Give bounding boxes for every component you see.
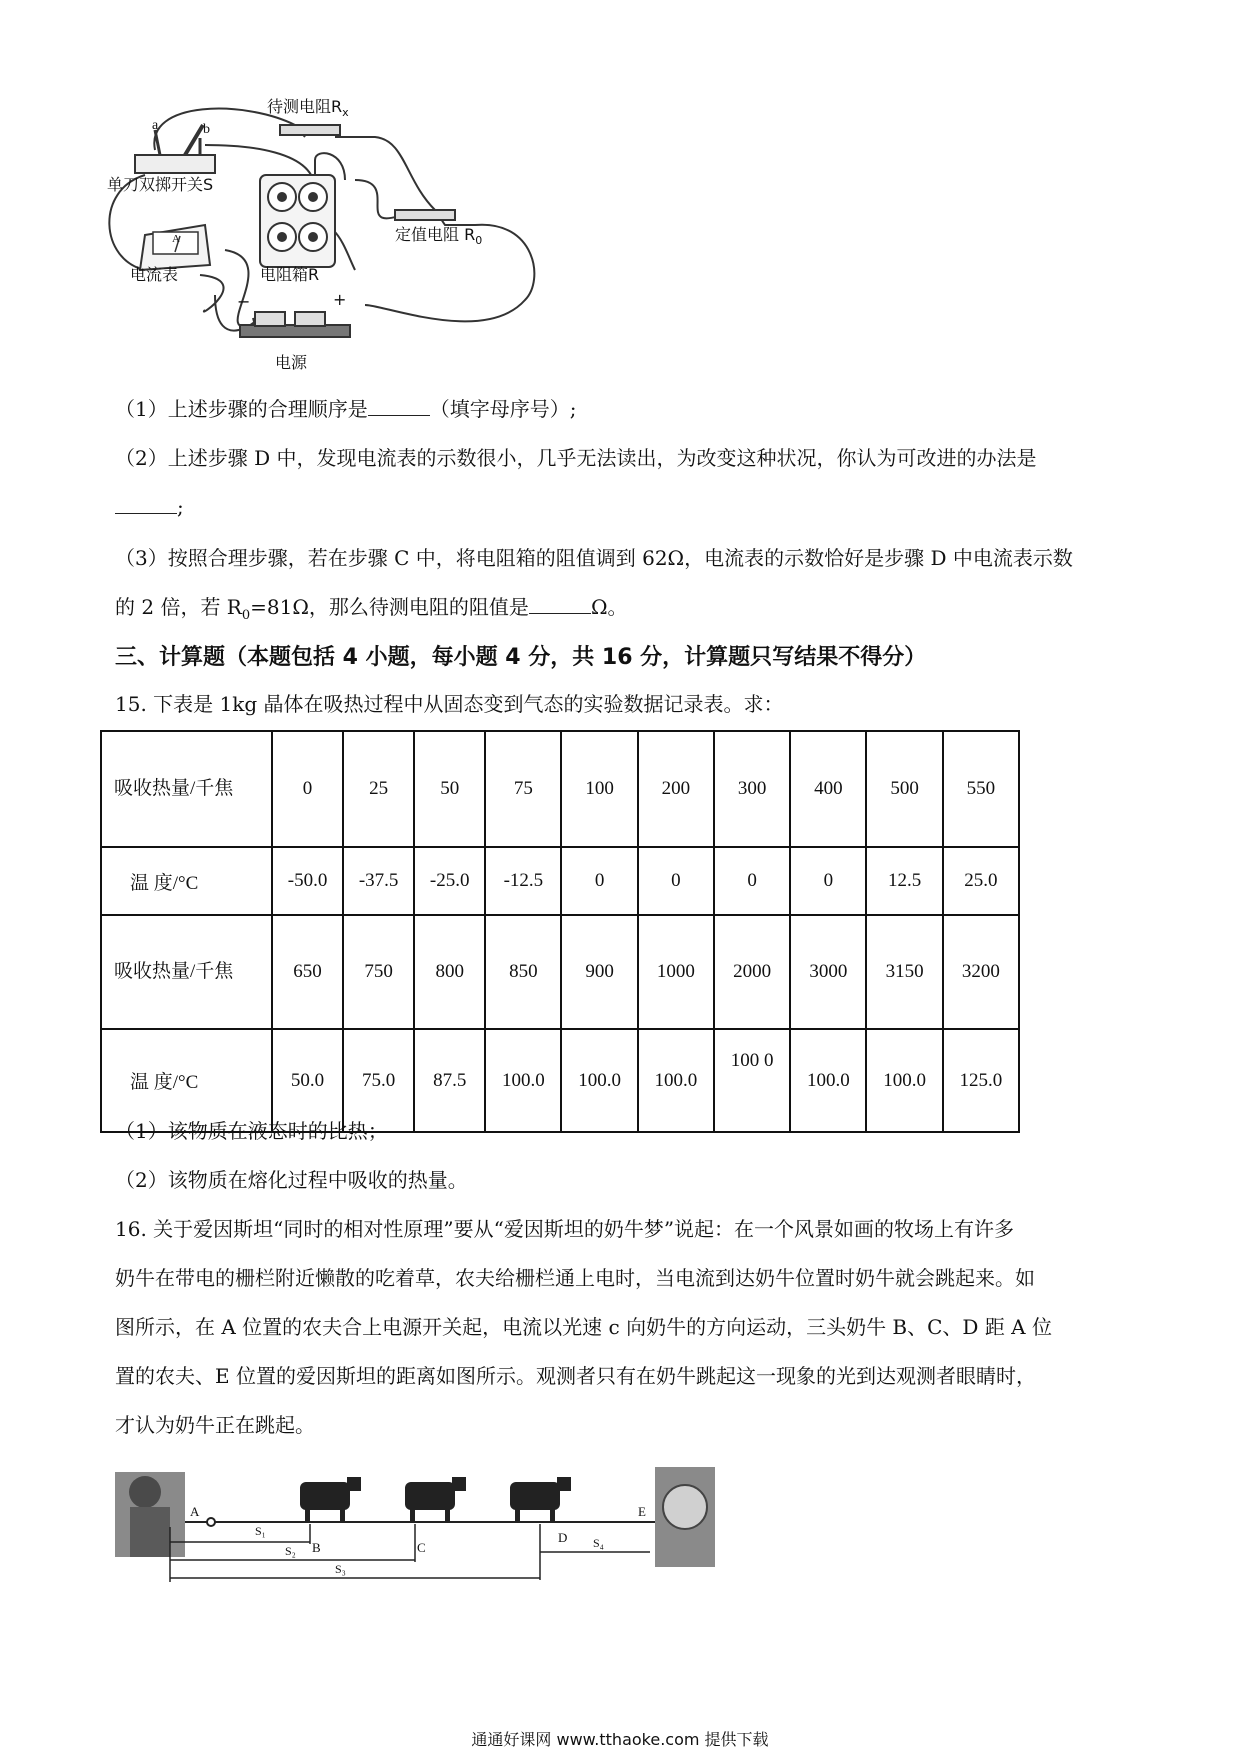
table-cell: -25.0	[414, 847, 485, 915]
question-3-line1: （3）按照合理步骤，若在步骤 C 中，将电阻箱的阻值调到 62Ω，电流表的示数恰好是步骤 D 中电流表示数	[115, 546, 1073, 570]
table-cell: 3000	[790, 915, 866, 1029]
table-cell: 100.0	[638, 1029, 714, 1132]
table-row	[101, 731, 1019, 847]
table-cell: 3150	[866, 915, 942, 1029]
cow-icon	[510, 1477, 571, 1522]
table-cell: 650	[272, 915, 343, 1029]
table-cell: 75.0	[343, 1029, 414, 1132]
table-cell: 25.0	[943, 847, 1019, 915]
table-cell: -37.5	[343, 847, 414, 915]
table-header-cell: 温 度/°C	[101, 847, 272, 915]
table-cell: 0	[638, 847, 714, 915]
table-cell: 50	[414, 731, 485, 847]
table-cell: 300	[714, 731, 790, 847]
table-cell: -12.5	[485, 847, 561, 915]
answer-blank-2[interactable]	[115, 495, 177, 514]
table-cell: 100.0	[561, 1029, 637, 1132]
q15-stem: 15. 下表是 1kg 晶体在吸热过程中从固态变到气态的实验数据记录表。求：	[115, 692, 784, 716]
rx-label: 待测电阻R	[267, 97, 343, 116]
answer-blank-1[interactable]	[368, 397, 430, 416]
battery-minus: −	[237, 292, 251, 311]
circuit-figure	[105, 97, 565, 390]
battery-icon	[240, 312, 350, 337]
table-cell: 2000	[714, 915, 790, 1029]
question-2	[115, 434, 1135, 532]
page-footer: 通通好课网 www.tthaoke.com 提供下载	[471, 1730, 769, 1749]
table-cell: 75	[485, 731, 561, 847]
table-cell: 125.0	[943, 1029, 1019, 1132]
table-cell: 550	[943, 731, 1019, 847]
switch-a-label: a	[152, 118, 159, 133]
switch-b-label: b	[203, 122, 210, 137]
question-3-line2b: =81Ω，那么待测电阻的阻值是	[250, 595, 529, 619]
question-1-tail: （填字母序号）;	[429, 397, 577, 421]
point-d-label: D	[558, 1530, 568, 1545]
power-label: 电源	[275, 353, 308, 372]
question-1	[115, 385, 1135, 434]
question-3-sub: 0	[241, 608, 251, 623]
r0-subscript: 0	[475, 234, 483, 248]
table-header-cell: 吸收热量/千焦	[101, 731, 272, 847]
table-cell: 25	[343, 731, 414, 847]
question-3	[115, 534, 1135, 640]
rx-subscript: x	[342, 106, 349, 120]
distance-s2-label: S₂	[285, 1544, 296, 1558]
circuit-drawing	[105, 100, 565, 390]
q15-sub2: （2）该物质在熔化过程中吸收的热量。	[115, 1168, 468, 1192]
q16-line: 奶牛在带电的栅栏附近懒散的吃着草，农夫给栅栏通上电时，当电流到达奶牛位置时奶牛就会跳起来。如	[115, 1266, 1035, 1290]
table-cell: 0	[561, 847, 637, 915]
question-2-text: （2）上述步骤 D 中，发现电流表的示数很小，几乎无法读出，为改变这种状况，你认为可改进的办法是	[115, 446, 1037, 470]
cow-figure	[115, 1462, 715, 1592]
distance-s4-label: S₄	[593, 1536, 604, 1550]
cow-diagram	[115, 1462, 715, 1592]
switch-label: 单刀双掷开关S	[107, 175, 214, 194]
point-e-label: E	[638, 1504, 646, 1519]
answer-blank-3[interactable]	[529, 595, 591, 614]
q16-line: 图所示，在 A 位置的农夫合上电源开关起，电流以光速 c 向奶牛的方向运动，三头奶牛 B、C、D 距 A 位	[115, 1315, 1052, 1339]
cow-icon	[405, 1477, 466, 1522]
r0-resistor-icon	[395, 210, 455, 220]
point-a-label: A	[190, 1504, 200, 1519]
table-cell: 87.5	[414, 1029, 485, 1132]
table-row	[101, 915, 1019, 1029]
q16-line: 置的农夫、E 位置的爱因斯坦的距离如图所示。观测者只有在奶牛跳起这一现象的光到达观测者眼睛时，	[115, 1364, 1036, 1388]
table-cell: 100 0	[714, 1029, 790, 1132]
table-cell: 100.0	[790, 1029, 866, 1132]
q16-line: 16. 关于爱因斯坦“同时的相对性原理”要从“爱因斯坦的奶牛梦”说起：在一个风景如画的牧场上有许多	[115, 1217, 1015, 1241]
table-cell: 0	[714, 847, 790, 915]
table-cell: 3200	[943, 915, 1019, 1029]
table-cell: 850	[485, 915, 561, 1029]
distance-s3-label: S₃	[335, 1562, 346, 1576]
table-row	[101, 847, 1019, 915]
ammeter-label: 电流表	[130, 265, 179, 284]
table-cell: 100.0	[866, 1029, 942, 1132]
battery-plus: +	[333, 290, 347, 309]
table-cell: 750	[343, 915, 414, 1029]
einstein-icon	[655, 1467, 715, 1567]
table-cell: 0	[790, 847, 866, 915]
rx-resistor-icon	[280, 125, 340, 135]
point-c-label: C	[417, 1540, 426, 1555]
ammeter-symbol: A	[172, 233, 180, 245]
table-cell: -50.0	[272, 847, 343, 915]
table-header-cell: 吸收热量/千焦	[101, 915, 272, 1029]
distance-s1-label: S₁	[255, 1524, 266, 1538]
cow-icon	[300, 1477, 361, 1522]
question-2-tail: ;	[177, 495, 184, 519]
table-cell: 12.5	[866, 847, 942, 915]
question-1-text: （1）上述步骤的合理顺序是	[115, 397, 368, 421]
point-b-label: B	[312, 1540, 321, 1555]
q15-sub1: （1）该物质在液态时的比热；	[115, 1119, 388, 1143]
table-cell: 200	[638, 731, 714, 847]
table-cell: 800	[414, 915, 485, 1029]
table-cell: 100.0	[485, 1029, 561, 1132]
table-cell: 0	[272, 731, 343, 847]
section-title: 三、计算题（本题包括 4 小题，每小题 4 分，共 16 分，计算题只写结果不得分）	[115, 645, 927, 670]
table-header-cell: 温 度/°C	[101, 1029, 272, 1132]
r0-label: 定值电阻 R	[395, 225, 476, 244]
q16-line: 才认为奶牛正在跳起。	[115, 1413, 315, 1437]
table-cell: 100	[561, 731, 637, 847]
farmer-icon	[115, 1472, 185, 1557]
resistance-box-label: 电阻箱R	[260, 265, 320, 284]
table-cell: 500	[866, 731, 942, 847]
table-cell: 400	[790, 731, 866, 847]
question-3-tail: Ω。	[590, 595, 628, 619]
table-cell: 1000	[638, 915, 714, 1029]
question-3-line2a: 的 2 倍，若 R	[115, 595, 242, 619]
table-cell: 900	[561, 915, 637, 1029]
resistance-box-icon	[260, 175, 335, 267]
heat-data-table	[100, 730, 1020, 1133]
q16-text	[115, 1205, 1135, 1450]
table-cell: 50.0	[272, 1029, 343, 1132]
